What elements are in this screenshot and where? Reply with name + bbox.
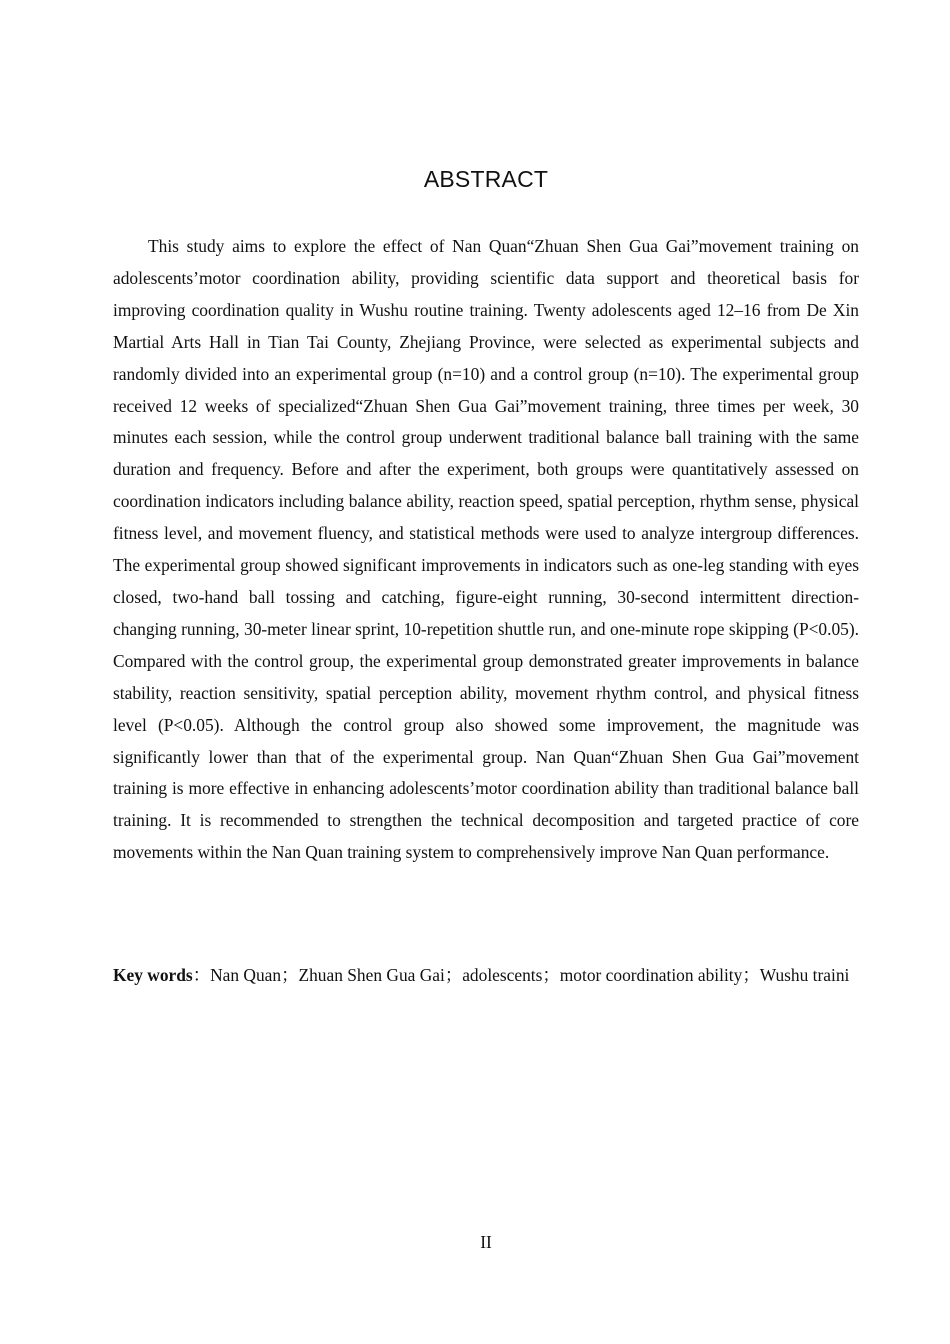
keywords-list: Nan Quan；Zhuan Shen Gua Gai；adolescents；motor coordination ability；Wushu traini — [210, 965, 850, 985]
abstract-heading: ABSTRACT — [423, 166, 549, 192]
keywords-label: Key words — [113, 965, 193, 985]
abstract-paragraph: This study aims to explore the effect of Nan Quan“Zhuan Shen Gua Gai”movement training on adolescents’motor coordination ability, providing scientific data support and theoretical basis for improving coordination quality in Wushu routine training. Twenty adolescents aged 12–16 from De Xin Martial Arts Hall in Tian Tai County, Zhejiang Province, were selected as experimental subjects and randomly divided into an experimental group (n=10) and a control group (n=10). The experimental group received 12 weeks of specialized“Zhuan Shen Gua Gai”movement training, three times per week, 30 minutes each session, while the control group underwent traditional balance ball training with the same duration and frequency. Before and after the experiment, both groups were quantitatively assessed on coordination indicators including balance ability, reaction speed, spatial perception, rhythm sense, physical fitness level, and movement fluency, and statistical methods were used to analyze intergroup differences. The experimental group showed significant improvements in indicators such as one-leg standing with eyes closed, two-hand ball tossing and catching, figure-eight running, 30-second intermittent direction-changing running, 30-meter linear sprint, 10-repetition shuttle run, and one-minute rope skipping (P<0.05). Compared with the control group, the experimental group demonstrated greater improvements in balance stability, reaction sensitivity, spatial perception ability, movement rhythm control, and physical fitness level (P<0.05). Although the control group also showed some improvement, the magnitude was significantly lower than that of the experimental group. Nan Quan“Zhuan Shen Gua Gai”movement training is more effective in enhancing adolescents’motor coordination ability than traditional balance ball training. It is recommended to strengthen the technical decomposition and targeted practice of core movements within the Nan Quan training system to comprehensively improve Nan Quan performance. — [113, 236, 859, 863]
keywords-line — [113, 961, 859, 990]
page-number: II — [480, 1232, 492, 1252]
keywords-separator: ： — [192, 965, 211, 985]
